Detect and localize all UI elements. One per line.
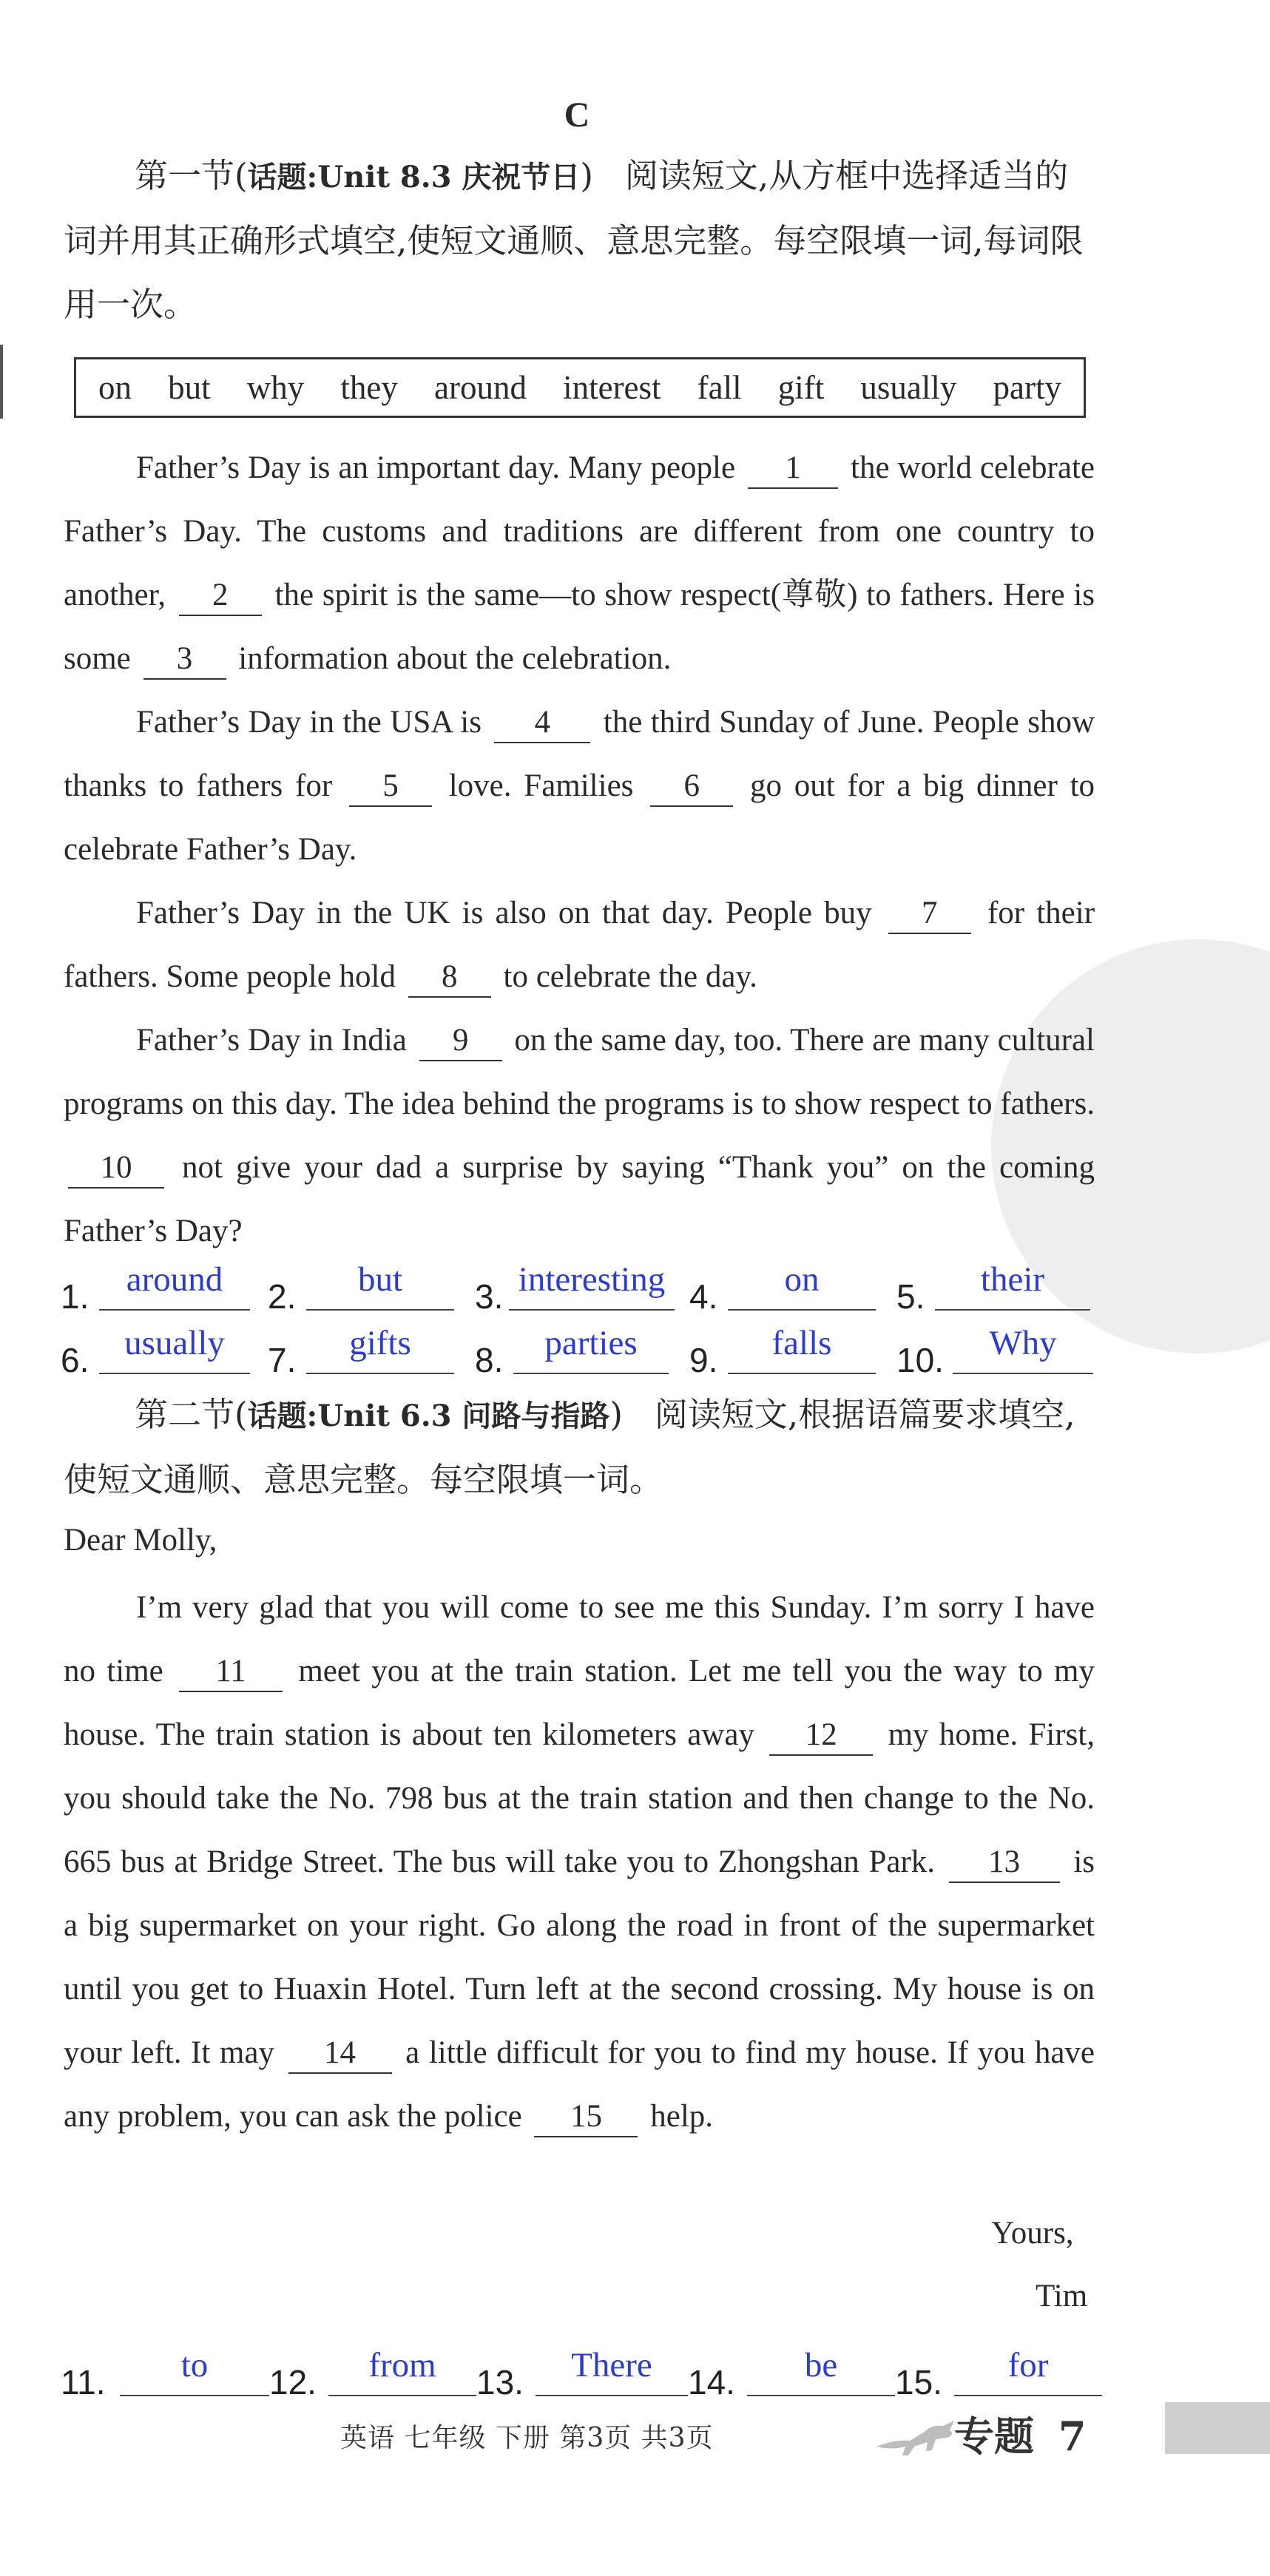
part1-heading-close: ) xyxy=(580,156,593,195)
topic-number: 7 xyxy=(1058,2413,1087,2460)
blank-10: 10 xyxy=(68,1149,164,1189)
answer-number: 10. xyxy=(896,1341,944,1379)
answer-item xyxy=(269,2343,476,2402)
answer-item xyxy=(896,1257,1111,1316)
text: love. Families xyxy=(448,768,634,803)
answer-item xyxy=(61,1257,268,1316)
answer-number: 8. xyxy=(475,1341,504,1379)
answer-text: parties xyxy=(544,1324,638,1362)
paragraph xyxy=(64,436,1095,691)
answer-text: but xyxy=(357,1260,403,1299)
answer-number: 11. xyxy=(61,2363,106,2401)
answer-line xyxy=(120,2343,269,2396)
horse-icon xyxy=(873,2410,962,2461)
answer-text: There xyxy=(571,2346,652,2384)
answer-line xyxy=(728,1257,876,1311)
blank-4: 4 xyxy=(494,703,590,743)
answer-text: gifts xyxy=(349,1324,411,1362)
answer-line xyxy=(747,2343,895,2396)
answer-number: 12. xyxy=(269,2363,317,2401)
answer-text: to xyxy=(180,2346,209,2384)
answer-text: for xyxy=(1007,2346,1049,2384)
part2-instruction-text: 阅读短文,根据语篇要求填空,使短文通顺、意思完整。每空限填一词。 xyxy=(64,1395,1075,1499)
part1-instruction-text: 阅读短文,从方框中选择适当的词并用其正确形式填空,使短文通顺、意思完整。每空限填一词,每词限用一次。 xyxy=(64,156,1084,324)
answer-item xyxy=(61,2343,268,2402)
answer-line xyxy=(306,1321,454,1374)
answer-item xyxy=(896,1321,1111,1380)
answer-item xyxy=(268,1257,475,1316)
blank-13: 13 xyxy=(949,1843,1060,1883)
text: for their fathers. Some people hold xyxy=(64,896,1095,994)
answer-text: usually xyxy=(124,1324,225,1362)
answer-text: falls xyxy=(771,1324,832,1362)
part2-heading-close: ) xyxy=(609,1395,623,1434)
part1-passage xyxy=(64,436,1095,1263)
blank-9: 9 xyxy=(419,1021,502,1061)
text: Father’s Day is an important day. Many people xyxy=(136,450,736,485)
answer-row xyxy=(61,1321,1111,1380)
topic-label-text: 专题 xyxy=(954,2413,1034,2460)
text: Father’s Day in India xyxy=(136,1023,407,1058)
answer-number: 4. xyxy=(689,1277,718,1316)
paragraph xyxy=(64,882,1095,1009)
part2-heading-lead: 第二节( xyxy=(135,1395,248,1434)
blank-14: 14 xyxy=(288,2034,392,2074)
answer-item xyxy=(61,1321,268,1380)
text: Father’s Day in the USA is xyxy=(136,705,482,740)
word-box-item: on xyxy=(98,369,132,406)
text: is a big supermarket on your right. Go along the road in front of the supermarket until you get to Huaxin Hotel. Turn left at the second crossing. My house is on your left. It may xyxy=(64,1845,1095,2070)
page-tab xyxy=(1165,2402,1270,2454)
word-box-item: around xyxy=(434,369,527,406)
answer-number: 15. xyxy=(895,2363,942,2401)
letter-salutation: Dear Molly, xyxy=(64,1523,217,1558)
answer-line xyxy=(306,1257,454,1311)
answer-text: interesting xyxy=(518,1260,666,1299)
part2-heading-topic: 话题:Unit 6.3 问路与指路 xyxy=(247,1399,610,1433)
blank-7: 7 xyxy=(888,894,971,934)
blank-1: 1 xyxy=(748,449,838,489)
section-letter: C xyxy=(564,95,590,135)
text: to celebrate the day. xyxy=(503,959,757,994)
blank-12: 12 xyxy=(769,1716,873,1756)
letter-signature: Tim xyxy=(1036,2279,1088,2313)
answer-number: 14. xyxy=(688,2363,735,2401)
footer-page-info: 英语 七年级 下册 第3页 共3页 xyxy=(340,2423,714,2453)
answer-item xyxy=(689,1321,904,1380)
answer-text: from xyxy=(368,2346,436,2384)
word-box-item: party xyxy=(993,369,1061,406)
answer-row xyxy=(61,2343,1111,2402)
text: meet you at the train station. Let me tell you the way to my house. The train station is about ten kilometers away xyxy=(64,1654,1095,1752)
paragraph xyxy=(64,691,1095,882)
answer-text: around xyxy=(126,1260,223,1299)
answer-line xyxy=(728,1321,876,1374)
blank-2: 2 xyxy=(179,576,262,616)
answer-number: 2. xyxy=(268,1277,297,1316)
text: the spirit is the same—to show respect(尊敬) to fathers. Here is some xyxy=(64,578,1095,676)
paragraph xyxy=(64,1576,1095,2149)
answer-line xyxy=(99,1321,250,1374)
paragraph xyxy=(64,1009,1095,1263)
blank-5: 5 xyxy=(349,767,432,807)
text: not give your dad a surprise by saying “Thank you” on the coming Father’s Day? xyxy=(64,1150,1095,1248)
part1-heading-topic: 话题:Unit 8.3 庆祝节日 xyxy=(247,160,581,195)
answer-line xyxy=(935,1257,1090,1311)
answer-text: their xyxy=(980,1260,1045,1299)
answer-number: 9. xyxy=(689,1341,718,1379)
answer-number: 3. xyxy=(475,1277,504,1316)
word-box-item: why xyxy=(246,369,305,406)
part2-passage xyxy=(64,1576,1095,2149)
answer-line xyxy=(509,1257,675,1311)
answer-line xyxy=(536,2343,688,2396)
part2-instruction xyxy=(64,1383,1099,1512)
topic-label xyxy=(954,2405,1086,2462)
word-box-item: gift xyxy=(777,369,825,406)
edge-mark xyxy=(0,345,3,419)
answer-item xyxy=(475,1257,689,1316)
answer-number: 5. xyxy=(896,1277,925,1316)
blank-8: 8 xyxy=(408,958,491,998)
answer-line xyxy=(513,1321,669,1374)
answer-text: on xyxy=(784,1260,820,1299)
answer-item xyxy=(895,2343,1111,2402)
answer-item xyxy=(475,1321,689,1380)
word-box-item: usually xyxy=(860,369,957,406)
answer-line xyxy=(953,1321,1093,1374)
answer-number: 13. xyxy=(476,2363,524,2401)
answer-line xyxy=(954,2343,1102,2396)
word-box-item: but xyxy=(168,369,211,406)
answer-item xyxy=(476,2343,691,2402)
text: a little difficult for you to find my house. If you have any problem, you can ask the police xyxy=(64,2035,1095,2134)
blank-15: 15 xyxy=(534,2097,638,2137)
answer-text: Why xyxy=(989,1324,1057,1362)
answer-number: 1. xyxy=(61,1277,89,1316)
word-box xyxy=(74,357,1086,418)
blank-3: 3 xyxy=(143,640,226,680)
text: my home. First, you should take the No. 798 bus at the train station and then change to the No. 665 bus at Bridge Street. The bus will take you to Zhongshan Park. xyxy=(64,1717,1095,1879)
answer-number: 7. xyxy=(268,1341,297,1379)
answer-item xyxy=(688,2343,902,2402)
text: go out for a big dinner to celebrate Father’s Day. xyxy=(64,768,1095,867)
answer-line xyxy=(328,2343,476,2396)
text: the world celebrate Father’s Day. The customs and traditions are different from one country to another, xyxy=(64,450,1095,612)
text: information about the celebration. xyxy=(238,641,672,676)
answer-text: be xyxy=(804,2346,838,2384)
text: on the same day, too. There are many cultural programs on this day. The idea behind the programs is to show respect to fathers. xyxy=(64,1023,1095,1121)
text: the third Sunday of June. People show thanks to fathers for xyxy=(64,705,1095,803)
answer-number: 6. xyxy=(61,1341,89,1379)
part1-heading-lead: 第一节( xyxy=(135,156,248,195)
word-box-item: interest xyxy=(563,369,661,406)
answer-item xyxy=(268,1321,475,1380)
answer-row xyxy=(61,1257,1111,1316)
answer-line xyxy=(99,1257,250,1311)
part1-instruction xyxy=(64,144,1099,337)
word-box-item: they xyxy=(340,369,398,406)
blank-6: 6 xyxy=(650,767,733,807)
text: help. xyxy=(650,2099,714,2134)
blank-11: 11 xyxy=(179,1652,283,1692)
text: I’m very glad that you will come to see me this Sunday. I’m sorry I have no time xyxy=(64,1590,1095,1688)
text: Father’s Day in the UK is also on that day. People buy xyxy=(136,896,872,930)
answer-item xyxy=(689,1257,904,1316)
word-box-item: fall xyxy=(697,369,742,406)
letter-closing: Yours, xyxy=(991,2216,1074,2251)
